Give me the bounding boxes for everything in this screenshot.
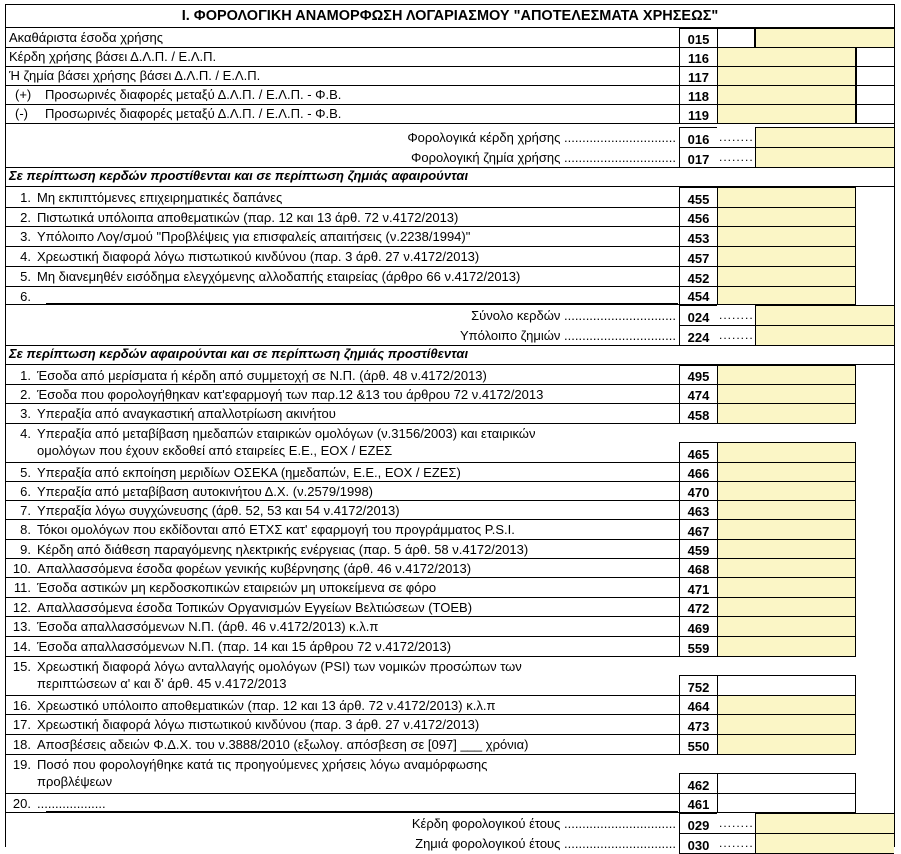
field-code: 461 (679, 793, 717, 812)
item-number: 14. (12, 639, 31, 654)
amount-input[interactable] (717, 462, 856, 481)
list-item (9, 541, 528, 558)
amount-input[interactable] (717, 47, 856, 66)
amount-input[interactable] (717, 442, 856, 462)
item-number: 3. (20, 229, 31, 244)
item-number: 11. (13, 580, 31, 595)
row-label (9, 49, 216, 64)
item-label: Απαλλασσόμενα έσοδα Τοπικών Οργανισμών Εγγείων Βελτιώσεων (ΤΟΕΒ) (37, 600, 473, 615)
item-number: 5. (20, 465, 31, 480)
field-code: 015 (679, 28, 717, 47)
row-label-text: Προσωρινές διαφορές μεταξύ Δ.Λ.Π. / Ε.Λ.Π. - Φ.Β. (45, 87, 342, 102)
row-divider (679, 423, 856, 424)
field-code: 224 (679, 325, 717, 345)
field-code: 466 (679, 462, 717, 481)
field-code: 116 (679, 47, 717, 66)
item-number: 5. (20, 269, 31, 284)
field-code: 469 (679, 616, 717, 636)
total-label: Ζημιά φορολογικού έτους ............................... (415, 836, 676, 851)
amount-input[interactable] (717, 104, 856, 123)
item-label: Πιστωτικά υπόλοιπα αποθεματικών (παρ. 12 και 13 άρθ. 72 ν.4172/2013) (37, 210, 459, 225)
amount-input[interactable] (717, 636, 856, 656)
total-label: Κέρδη φορολογικού έτους ............................... (411, 816, 676, 831)
field-code: 471 (679, 577, 717, 597)
amount-input[interactable] (717, 85, 856, 104)
field-code: 459 (679, 539, 717, 558)
item-number: 17. (12, 717, 31, 732)
item-label: Έσοδα απαλλασσόμενων Ν.Π. (άρθ. 46 ν.4172/2013) κ.λ.π (37, 619, 379, 634)
item-number: 19. (12, 757, 31, 772)
row-divider (6, 246, 679, 247)
list-item (9, 249, 479, 264)
row-divider (6, 577, 679, 578)
row-divider (6, 500, 679, 501)
list-item (9, 464, 461, 481)
amount-input-secondary[interactable] (856, 85, 857, 104)
item-number: 1. (20, 190, 31, 205)
amount-input[interactable] (717, 675, 856, 695)
row-divider (6, 423, 679, 424)
item-label: ................... (37, 796, 106, 811)
item-number: 13. (12, 619, 31, 634)
tax-reform-form (5, 4, 895, 853)
item-label: Απαλλασσόμενα έσοδα φορέων γενικής κυβέρνησης (άρθ. 46 ν.4172/2013) (37, 561, 472, 576)
item-number: 8. (20, 522, 31, 537)
item-label: Υπεραξία από μεταβίβαση ημεδαπών εταιρικών ομολόγων (ν.3156/2003) και εταιρικών (37, 426, 536, 441)
field-code: 456 (679, 207, 717, 226)
field-code: 017 (679, 147, 717, 167)
amount-input[interactable] (717, 577, 856, 597)
total-dots: ........ (719, 308, 754, 322)
field-code: 468 (679, 558, 717, 577)
item-label: Χρεωστική διαφορά λόγω πιστωτικού κινδύνου (παρ. 3 άρθ. 27 ν.4172/2013) (37, 249, 480, 264)
list-item (9, 658, 522, 692)
item-label: Υπεραξία από εκποίηση μεριδίων ΟΣΕΚΑ (ημεδαπών, Ε.Ε., ΕΟΧ / ΕΖΕΣ) (37, 465, 461, 480)
amount-input[interactable] (717, 793, 856, 812)
row-label-text: Ή ζημία βάσει χρήσης βάσει Δ.Λ.Π. / Ε.Λ.Π. (9, 68, 261, 83)
list-item (9, 756, 487, 790)
row-divider (6, 636, 679, 637)
field-code: 455 (679, 187, 717, 207)
amount-input[interactable] (717, 558, 856, 577)
row-label (9, 106, 341, 121)
item-number: 4. (20, 426, 31, 441)
amount-input[interactable] (717, 500, 856, 519)
total-label: Σύνολο κερδών ............................... (471, 308, 676, 323)
item-label: Υπεραξία λόγω συγχώνευσης (άρθ. 52, 53 και 54 ν.4172/2013) (37, 503, 400, 518)
field-code: 453 (679, 226, 717, 246)
item-label: Χρεωστική διαφορά λόγω πιστωτικού κινδύνου (παρ. 3 άρθ. 27 ν.4172/2013) (37, 717, 480, 732)
total-label: Φορολογική ζημία χρήσης ............................... (410, 150, 676, 165)
list-item (9, 289, 37, 304)
list-item (9, 697, 495, 714)
row-label (9, 68, 260, 83)
row-divider (6, 734, 679, 735)
amount-input[interactable] (717, 28, 755, 47)
row-divider (6, 695, 679, 696)
item-label-continued: προβλέψεων (37, 774, 113, 789)
row-divider (6, 207, 679, 208)
row-divider (6, 384, 679, 385)
item-label: Έσοδα που φορολογήθηκαν κατ'εφαρμογή των παρ.12 &13 του άρθρου 72 ν.4172/2013 (37, 387, 544, 402)
row-label (9, 30, 163, 45)
row-divider (6, 403, 679, 404)
item-number: 18. (12, 737, 31, 752)
list-item (9, 716, 479, 733)
amount-input-secondary[interactable] (755, 28, 894, 47)
total-amount-input[interactable] (755, 833, 894, 853)
item-label: Έσοδα απαλλασσόμενων Ν.Π. (παρ. 14 και 15 άρθρου 72 ν.4172/2013) (37, 639, 452, 654)
item-label: Κέρδη από διάθεση παραγόμενης ηλεκτρικής ενέργειας (παρ. 5 άρθ. 58 ν.4172/2013) (37, 542, 529, 557)
total-dots: ........ (719, 328, 754, 342)
row-divider (679, 754, 856, 755)
row-divider (6, 266, 679, 267)
amount-input[interactable] (717, 714, 856, 734)
list-item (9, 405, 336, 422)
field-code: 463 (679, 500, 717, 519)
item-number: 6. (20, 484, 31, 499)
field-code: 550 (679, 734, 717, 754)
row-divider (6, 597, 679, 598)
total-amount-input[interactable] (755, 325, 894, 345)
total-amount-input[interactable] (755, 127, 894, 147)
amount-input-secondary[interactable] (856, 104, 857, 123)
list-item (9, 736, 528, 753)
list-item (9, 367, 487, 384)
amount-input[interactable] (717, 226, 856, 246)
field-code: 452 (679, 266, 717, 286)
item-label-continued: ομολόγων που έχουν εκδοθεί από εταιρείες Ε.Ε., ΕΟΧ / ΕΖΕΣ (37, 443, 393, 458)
item-number: 10. (12, 561, 31, 576)
total-amount-input[interactable] (755, 147, 894, 167)
field-code: 495 (679, 365, 717, 384)
item-label-continued: περιπτώσεων α' και δ' άρθ. 45 ν.4172/2013 (37, 676, 287, 691)
row-divider (679, 656, 856, 657)
field-code: 030 (679, 833, 717, 853)
field-code: 462 (679, 773, 717, 793)
list-item (9, 638, 451, 655)
field-code: 118 (679, 85, 717, 104)
item-label: Αποσβέσεις αδειών Φ.Δ.Χ. του ν.3888/2010 (εξωλογ. απόσβεση σε [097] ___ χρόνια) (37, 737, 529, 752)
row-divider (6, 286, 679, 287)
total-dots: ........ (719, 816, 754, 830)
item-number: 9. (20, 542, 31, 557)
total-amount-input[interactable] (755, 813, 894, 833)
form-title: Ι. ΦΟΡΟΛΟΓΙΚΗ ΑΝΑΜΟΡΦΩΣΗ ΛΟΓΑΡΙΑΣΜΟΥ "ΑΠΟΤΕΛΕΣΜΑΤΑ ΧΡΗΣΕΩΣ" (6, 5, 894, 28)
amount-input[interactable] (717, 365, 856, 384)
row-divider (6, 519, 679, 520)
total-dots: ........ (719, 130, 754, 144)
amount-input[interactable] (717, 616, 856, 636)
item-label: Έσοδα από μερίσματα ή κέρδη από συμμετοχή σε Ν.Π. (άρθ. 48 ν.4172/2013) (37, 368, 487, 383)
row-divider (6, 462, 679, 463)
field-code: 474 (679, 384, 717, 403)
item-label: Υπεραξία από μεταβίβαση αυτοκινήτου Δ.Χ. (ν.2579/1998) (37, 484, 374, 499)
list-item (9, 210, 458, 225)
total-label: Υπόλοιπο ζημιών ............................... (459, 328, 676, 343)
list-item (9, 386, 543, 403)
item-number: 2. (20, 210, 31, 225)
amount-input[interactable] (717, 519, 856, 539)
list-item (9, 190, 282, 205)
amount-input-secondary[interactable] (856, 47, 857, 66)
list-item (9, 521, 515, 538)
section-heading: Σε περίπτωση κερδών αφαιρούνται και σε περίπτωση ζημιάς προστίθενται (9, 346, 469, 361)
item-label: Υπόλοιπο Λογ/σμού "Προβλέψεις για επισφαλείς απαιτήσεις (ν.2238/1994)" (37, 229, 471, 244)
field-code: 464 (679, 695, 717, 714)
amount-input-secondary[interactable] (856, 66, 857, 85)
field-code: 458 (679, 403, 717, 423)
item-number: 15. (12, 659, 31, 674)
field-code: 024 (679, 305, 717, 325)
item-number: 7. (20, 503, 31, 518)
item-label: Χρεωστική διαφορά λόγω ανταλλαγής ομολόγων (PSI) των νομικών προσώπων των (37, 659, 522, 674)
field-code: 470 (679, 481, 717, 500)
list-item (9, 560, 471, 577)
amount-input[interactable] (717, 403, 856, 423)
amount-input[interactable] (717, 539, 856, 558)
item-number: 3. (20, 406, 31, 421)
field-code: 454 (679, 286, 717, 304)
row-divider (6, 539, 679, 540)
row-divider (6, 793, 679, 794)
list-item (9, 599, 472, 616)
item-label: Υπεραξία από αναγκαστική απαλλοτρίωση ακινήτου (37, 406, 336, 421)
field-code: 472 (679, 597, 717, 616)
list-item (9, 483, 373, 500)
row-label-text: Προσωρινές διαφορές μεταξύ Δ.Λ.Π. / Ε.Λ.Π. - Φ.Β. (45, 106, 342, 121)
amount-input[interactable] (717, 481, 856, 500)
list-item (9, 269, 520, 284)
field-code: 117 (679, 66, 717, 85)
amount-input[interactable] (717, 734, 856, 754)
amount-input[interactable] (717, 266, 856, 286)
row-divider (6, 616, 679, 617)
row-label-text: Κέρδη χρήσης βάσει Δ.Λ.Π. / Ε.Λ.Π. (9, 49, 217, 64)
field-code: 473 (679, 714, 717, 734)
total-amount-input[interactable] (755, 305, 894, 325)
item-number: 12. (12, 600, 31, 615)
list-item (9, 229, 470, 244)
list-item (9, 502, 400, 519)
item-number: 6. (20, 289, 31, 304)
row-sign: (-) (15, 106, 28, 121)
field-code: 752 (679, 675, 717, 695)
item-number: 16. (12, 698, 31, 713)
item-label: Μη εκπιπτόμενες επιχειρηματικές δαπάνες (37, 190, 283, 205)
row-divider (6, 304, 679, 305)
item-number: 20. (12, 796, 31, 811)
row-divider (6, 226, 679, 227)
total-label: Φορολογικά κέρδη χρήσης ............................... (407, 130, 676, 145)
item-label: Τόκοι ομολόγων που εκδίδονται από ΕΤΧΣ κατ' εφαρμογή του προγράμματος P.S.I. (37, 522, 515, 537)
row-label-text: Ακαθάριστα έσοδα χρήσης (9, 30, 164, 45)
list-item (9, 618, 378, 635)
row-divider (6, 656, 679, 657)
item-label: Μη διανεμηθέν εισόδημα ελεγχόμενης αλλοδαπής εταιρείας (άρθρο 66 ν.4172/2013) (37, 269, 521, 284)
amount-input[interactable] (717, 384, 856, 403)
amount-input[interactable] (717, 246, 856, 266)
field-code: 119 (679, 104, 717, 123)
row-divider (6, 558, 679, 559)
row-divider (6, 812, 679, 813)
amount-input[interactable] (717, 187, 856, 207)
item-number: 2. (20, 387, 31, 402)
list-item (9, 795, 106, 812)
field-code: 559 (679, 636, 717, 656)
total-dots: ........ (719, 150, 754, 164)
section-heading: Σε περίπτωση κερδών προστίθενται και σε περίπτωση ζημιάς αφαιρούνται (9, 168, 469, 183)
row-divider (6, 481, 679, 482)
row-divider (6, 714, 679, 715)
item-label: Χρεωστικό υπόλοιπο αποθεματικών (παρ. 12 και 13 άρθ. 72 ν.4172/2013) κ.λ.π (37, 698, 496, 713)
list-item (9, 579, 436, 596)
field-code: 029 (679, 813, 717, 833)
amount-input[interactable] (717, 66, 856, 85)
row-label (9, 87, 341, 102)
amount-input[interactable] (717, 773, 856, 793)
list-item (9, 425, 535, 459)
field-code: 457 (679, 246, 717, 266)
amount-input[interactable] (717, 695, 856, 714)
item-label: Έσοδα αστικών μη κερδοσκοπικών εταιρειών μη υποκείμενα σε φόρο (37, 580, 437, 595)
row-divider (6, 754, 679, 755)
amount-input[interactable] (717, 286, 856, 304)
field-code: 465 (679, 442, 717, 462)
item-number: 1. (20, 368, 31, 383)
amount-input[interactable] (717, 597, 856, 616)
field-code: 016 (679, 127, 717, 147)
row-sign: (+) (15, 87, 32, 102)
field-code: 467 (679, 519, 717, 539)
item-label: Ποσό που φορολογήθηκε κατά τις προηγούμενες χρήσεις λόγω αναμόρφωσης (37, 757, 488, 772)
item-number: 4. (20, 249, 31, 264)
row-divider (6, 123, 894, 124)
amount-input[interactable] (717, 207, 856, 226)
total-dots: ........ (719, 836, 754, 850)
